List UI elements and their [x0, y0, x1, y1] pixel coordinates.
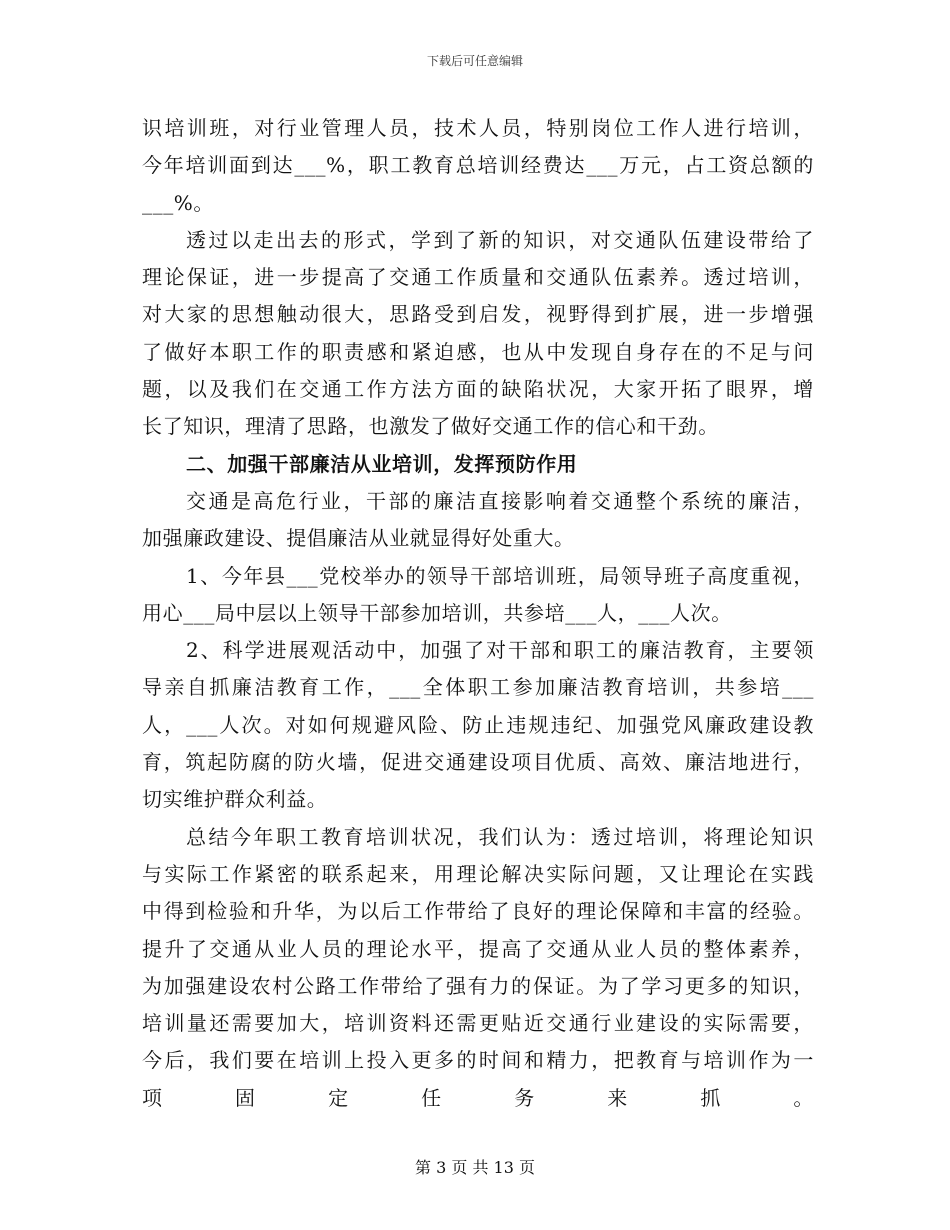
text-line: 了做好本职工作的职责感和紧迫感，也从中发现自身存在的不足与问 [142, 339, 814, 364]
text-line: 长了知识，理清了思路，也激发了做好交通工作的信心和干劲。 [142, 414, 719, 439]
text-line: 用心___局中层以上领导干部参加培训，共参培___人，___人次。 [142, 600, 732, 625]
document-body [142, 110, 814, 1154]
text-line: 理论保证，进一步提高了交通工作质量和交通队伍素养。透过培训， [142, 265, 814, 290]
header-note: 下载后可任意编辑 [426, 54, 523, 68]
text-line: 对大家的思想触动很大，思路受到启发，视野得到扩展，进一步增强 [142, 302, 814, 327]
text-line: 育，筑起防腐的防火墙，促进交通建设项目优质、高效、廉洁地进行， [142, 750, 814, 775]
text-line: 交通是高危行业，干部的廉洁直接影响着交通整个系统的廉洁， [186, 488, 814, 513]
text-line: 2、科学进展观活动中，加强了对干部和职工的廉洁教育，主要领 [186, 638, 814, 663]
text-line: 培训量还需要加大，培训资料还需更贴近交通行业建设的实际需要， [142, 1011, 814, 1036]
text-line: 中得到检验和升华，为以后工作带给了良好的理论保障和丰富的经验。 [142, 899, 814, 924]
text-line: 人，___人次。对如何规避风险、防止违规违纪、加强党风廉政建设教 [142, 712, 814, 737]
text-line: 透过以走出去的形式，学到了新的知识，对交通队伍建设带给了 [186, 227, 814, 252]
text-line: 导亲自抓廉洁教育工作，___全体职工参加廉洁教育培训，共参培___ [142, 675, 814, 700]
text-line [142, 1117, 814, 1154]
text-line: 切实维护群众利益。 [142, 787, 328, 812]
text-line: 总结今年职工教育培训状况，我们认为：透过培训，将理论知识 [186, 824, 814, 849]
text-line: 今年培训面到达___%，职工教育总培训经费达___万元，占工资总额的 [142, 153, 814, 178]
page-number: 第 3 页 共 13 页 [415, 1158, 535, 1177]
text-line: 加强廉政建设、提倡廉洁从业就显得好处重大。 [142, 526, 575, 551]
text-line: 题，以及我们在交通工作方法方面的缺陷状况，大家开拓了眼界，增 [142, 377, 814, 402]
text-line: 1、今年县___党校举办的领导干部培训班，局领导班子高度重视， [186, 563, 814, 588]
text-line: 提升了交通从业人员的理论水平，提高了交通从业人员的整体素养， [142, 936, 814, 961]
text-line: 与实际工作紧密的联系起来，用理论解决实际问题，又让理论在实践 [142, 861, 814, 886]
text-line: ___%。 [142, 190, 215, 215]
text-line: 为加强建设农村公路工作带给了强有力的保证。为了学习更多的知识， [142, 973, 814, 998]
text-line: 识培训班，对行业管理人员，技术人员，特别岗位工作人进行培训， [142, 116, 814, 140]
text-line: 今后，我们要在培训上投入更多的时间和精力，把教育与培训作为一 [142, 1048, 814, 1073]
section-heading: 二、加强干部廉洁从业培训，发挥预防作用 [186, 451, 578, 476]
text-line: 项固定任务来抓。 [142, 1085, 814, 1110]
